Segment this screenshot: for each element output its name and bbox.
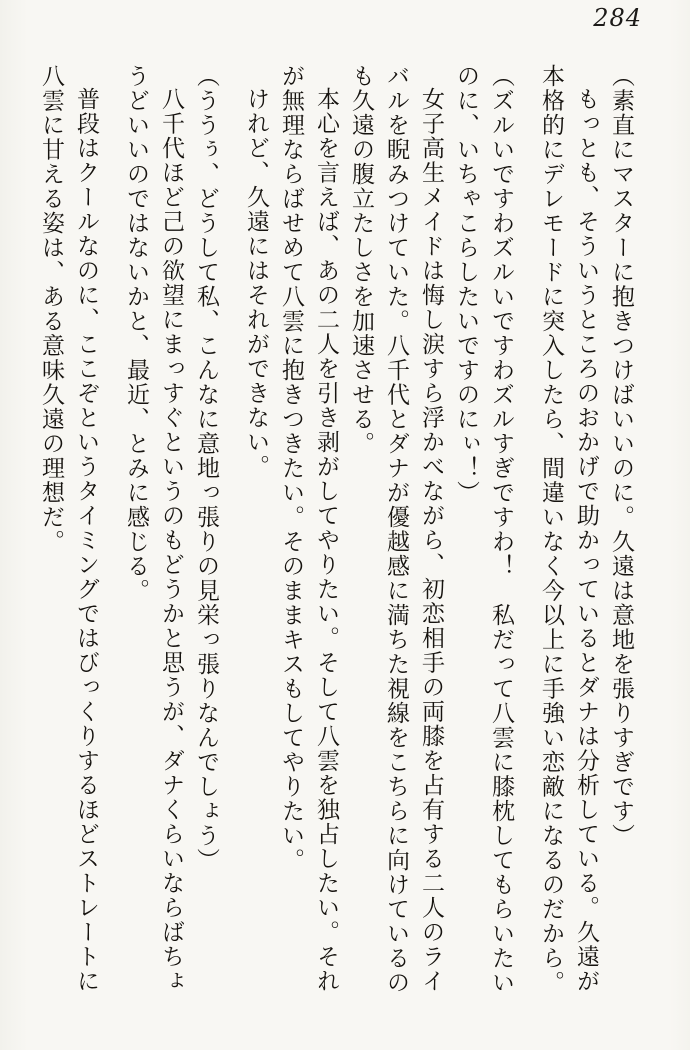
paragraph: （素直にマスターに抱きつけばいいのに。久遠は意地を張りすぎです）: [608, 64, 634, 848]
text-body: [33, 64, 638, 1002]
paragraph: もっとも、そういうところのおかげで助かっているとダナは分析している。久遠が本格的にデレモードに突入したら、間違いなく今以上に手強い恋敵になるのだから。: [538, 64, 599, 995]
paragraph: けれど、久遠にはそれができない。: [243, 87, 269, 479]
paragraph: （ズルいですわズルいですわズルすぎですわ！ 私だって八雲に膝枕してもらいたいのに、いちゃこらしたいですのにぃ！）: [453, 64, 514, 995]
paragraph: 本心を言えば、あの二人を引き剥がしてやりたい。そして八雲を独占したい。それが無理ならばせめて八雲に抱きつきたい。そのままキスもしてやりたい。: [278, 64, 339, 994]
paragraph: 八千代ほど己の欲望にまっすぐというのもどうかと思うが、ダナくらいならばちょうどいいのではないかと、最近、とみに感じる。: [123, 64, 184, 994]
paragraph: 普段はクールなのに、ここぞというタイミングではびっくりするほどストレートに八雲に甘える姿は、ある意味久遠の理想だ。: [38, 64, 99, 994]
paragraph: （ううぅ、どうして私、こんなに意地っ張りの見栄っ張りなんでしょう）: [193, 64, 219, 873]
page-number: 284: [593, 4, 642, 32]
paragraph: 女子高生メイドは悔し涙すら浮かべながら、初恋相手の両膝を占有する二人のライバルを睨みつけていた。八千代とダナが優越感に満ちた視線をこちらに向けているのも久遠の腹立たしさを加速させる。: [348, 64, 444, 995]
